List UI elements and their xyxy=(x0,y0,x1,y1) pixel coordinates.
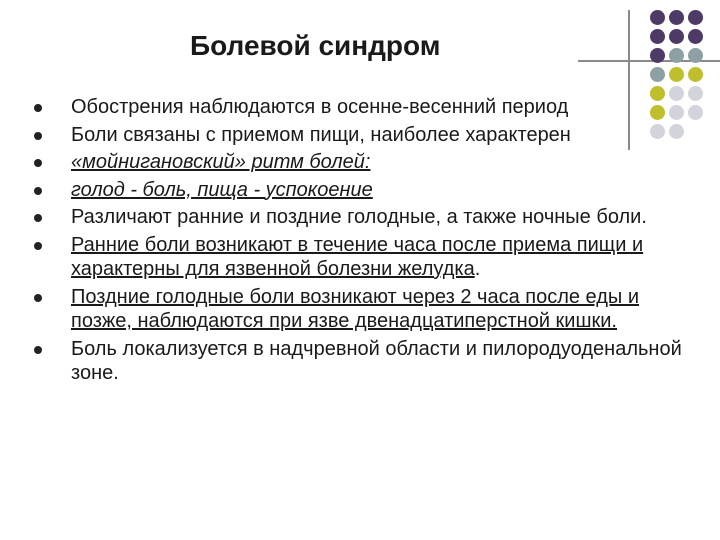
decor-dot xyxy=(669,10,684,25)
bullet-item xyxy=(34,233,684,282)
bullet-item xyxy=(34,150,684,175)
bullet-dot-icon xyxy=(34,104,42,112)
bullet-dot-icon xyxy=(34,159,42,167)
decor-dot xyxy=(650,10,665,25)
bullet-item xyxy=(34,95,684,120)
decor-dot xyxy=(650,29,665,44)
bullet-item xyxy=(34,285,684,334)
decor-dot xyxy=(688,29,703,44)
bullet-text: Поздние голодные боли возникают через 2 часа после еды и позже, наблюдаются при язве двенадцатиперстной кишки. xyxy=(71,285,640,332)
bullet-list xyxy=(34,95,684,389)
bullet-item xyxy=(34,178,684,203)
decor-dot xyxy=(688,86,703,101)
bullet-dot-icon xyxy=(34,242,42,250)
bullet-dot-icon xyxy=(34,346,42,354)
decor-dot xyxy=(669,29,684,44)
bullet-text: Боли связаны с приемом пищи, наиболее характерен xyxy=(71,123,571,146)
bullet-text: Боль локализуется в надчревной области и пилородуоденальной зоне. xyxy=(71,337,682,384)
bullet-text-suffix: . xyxy=(474,258,481,280)
bullet-dot-icon xyxy=(34,187,42,195)
bullet-item xyxy=(34,205,684,230)
bullet-item xyxy=(34,337,684,386)
decor-dot xyxy=(688,48,703,63)
bullet-dot-icon xyxy=(34,214,42,222)
decor-dot xyxy=(688,67,703,82)
bullet-text: «мойнигановский» ритм болей: xyxy=(71,151,371,173)
decor-dot xyxy=(650,67,665,82)
bullet-dot-icon xyxy=(34,132,42,140)
decor-dot xyxy=(688,105,703,120)
decor-dot xyxy=(669,48,684,63)
slide-title: Болевой синдром xyxy=(190,30,441,61)
bullet-text: Обострения наблюдаются в осенне-весенний период xyxy=(71,96,569,118)
bullet-text: Ранние боли возникают в течение часа после приема пищи и характерны для язвенной болезни желудка xyxy=(71,233,644,280)
bullet-text: голод - боль, пища - успокоение xyxy=(71,178,373,201)
decor-dot xyxy=(650,48,665,63)
bullet-text: Различают ранние и поздние голодные, а также ночные боли. xyxy=(71,206,647,228)
bullet-dot-icon xyxy=(34,294,42,302)
decor-dot xyxy=(669,67,684,82)
decor-dot xyxy=(688,10,703,25)
bullet-item xyxy=(34,123,684,148)
